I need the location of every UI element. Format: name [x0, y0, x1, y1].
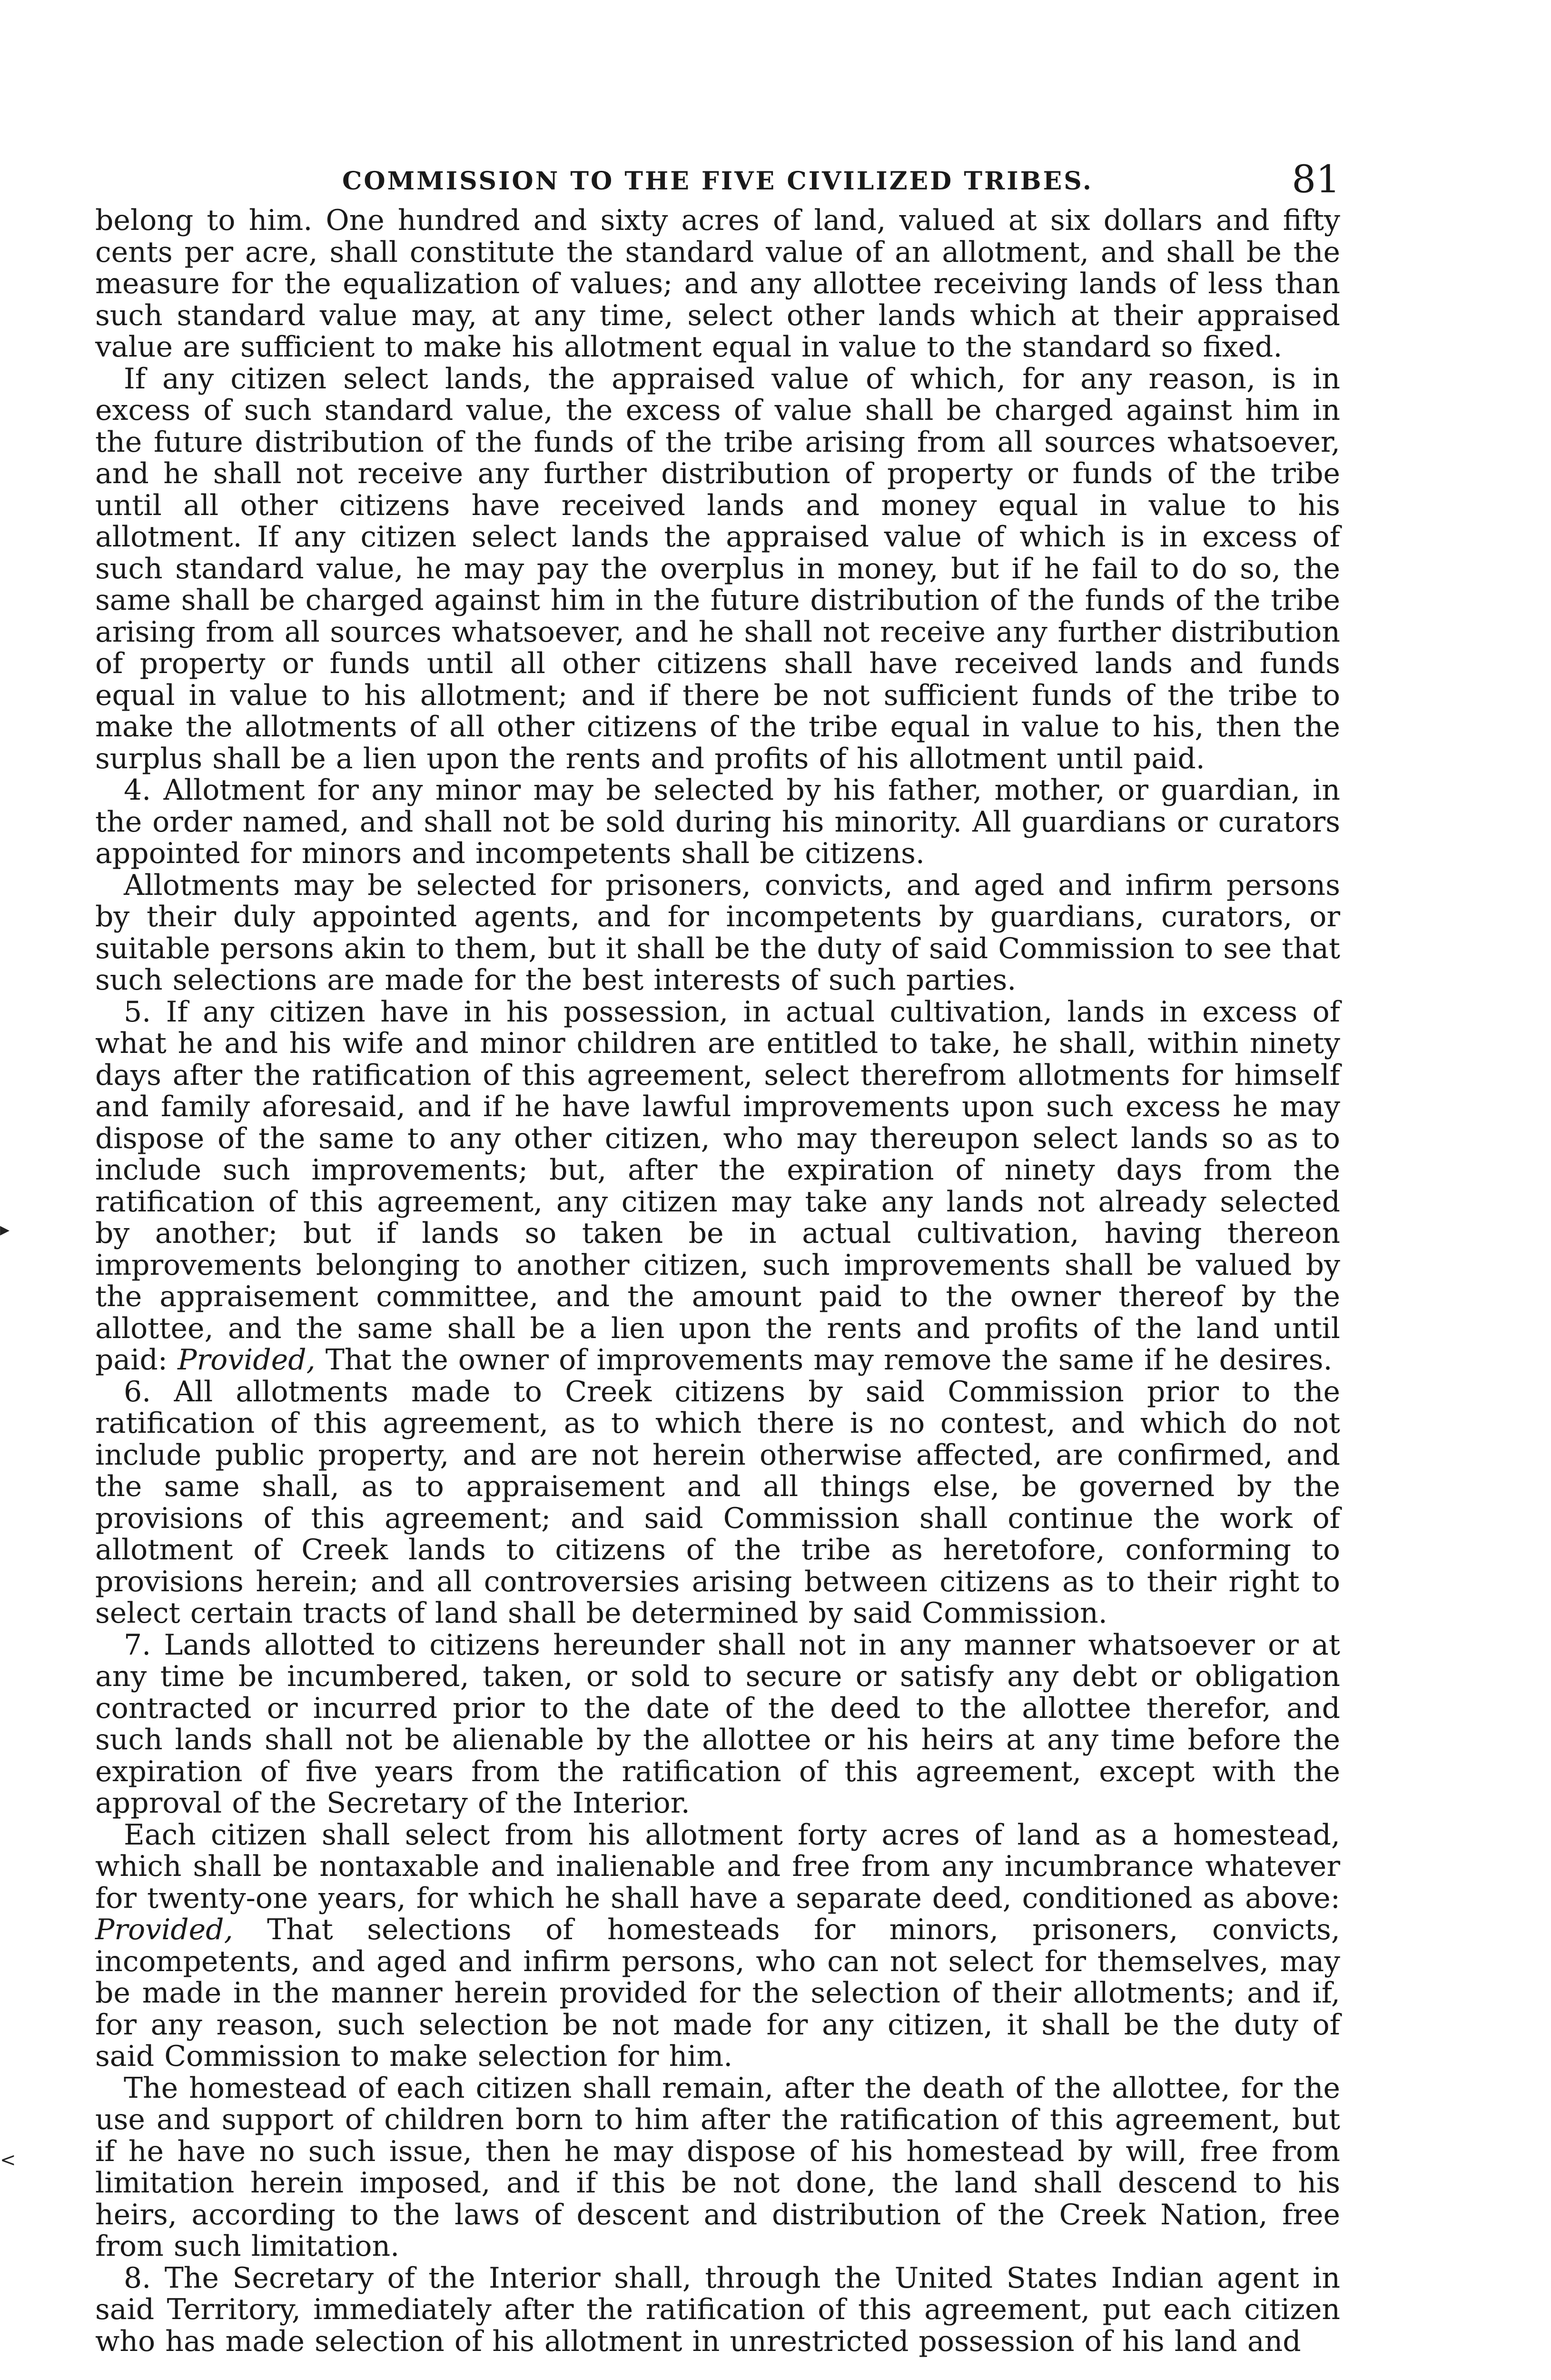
paragraph-1: belong to him. One hundred and sixty acres of land, valued at six dollars and fifty cents per acre, shall constitute the standard value of an allotment, and shall be the measure for the equalization of values; and any allottee receiving lands of less than such standard value may, at any time, select other lands which at their appraised value are sufficient to make his allotment equal in value to the standard so fixed. — [95, 204, 1340, 364]
paragraph-9: The homestead of each citizen shall remain, after the death of the allottee, for the use and support of children born to him after the ratification of this agreement, but if he have no such issue, then he may dispose of his homestead by will, free from limitation herein imposed, and if this be not done, the land shall descend to his heirs, according to the laws of descent and distribution of the Creek Nation, free from such limitation. — [95, 2071, 1340, 2263]
paragraph-6: 6. All allotments made to Creek citizens by said Commission prior to the ratification of this agreement, as to which there is no contest, and which do not include public property, and are not herein otherwise affected, are confirmed, and the same shall, as to appraisement and all things else, be governed by the provisions of this agreement; and said Commission shall continue the work of allotment of Creek lands to citizens of the tribe as heretofore, conforming to provisions herein; and all controversies arising between citizens as to their right to select certain tracts of land shall be determined by said Commission. — [95, 1375, 1340, 1630]
paragraph-7: 7. Lands allotted to citizens hereunder shall not in any manner whatsoever or at any time be incumbered, taken, or sold to secure or satisfy any debt or obligation contracted or incurred prior to the date of the deed to the allottee therefor, and such lands shall not be alienable by the allottee or his heirs at any time before the expiration of five years from the ratification of this agreement, except with the approval of the Secretary of the Interior. — [95, 1628, 1340, 1820]
paragraph-10: 8. The Secretary of the Interior shall, through the United States Indian agent in said Territory, immediately after the ratification of this agreement, put each citizen who has made selection of his allotment in unrestricted possession of his land and — [95, 2261, 1340, 2358]
paragraph-2: If any citizen select lands, the appraised value of which, for any reason, is in excess of such standard value, the excess of value shall be charged against him in the future distribution of the funds of the tribe arising from all sources whatsoever, and he shall not receive any further distribution of property or funds of the tribe until all other citizens have received lands and money equal in value to his allotment. If any citizen select lands the appraised value of which is in excess of such standard value, he may pay the overplus in money, but if he fail to do so, the same shall be charged against him in the future distribution of the funds of the tribe arising from all sources whatsoever, and he shall not receive any further distribution of property or funds until all other citizens shall have received lands and funds equal in value to his allotment; and if there be not sufficient funds of the tribe to make the allotments of all other citizens of the tribe equal in value to his, then the surplus shall be a lien upon the rents and profits of his allotment until paid. — [95, 362, 1340, 775]
paragraph-5: 5. If any citizen have in his possession, in actual cultivation, lands in excess of what he and his wife and minor children are entitled to take, he shall, within ninety days after the ratification of this agreement, select therefrom allotments for himself and family aforesaid, and if he have lawful improvements upon such excess he may dispose of the same to any other citizen, who may thereupon select lands so as to include such improvements; but, after the expiration of ninety days from the ratification of this agreement, any citizen may take any lands not already selected by another; but if lands so taken be in actual cultivation, having thereon improvements belonging to another citizen, such improvements shall be valued by the appraisement committee, and the amount paid to the owner thereof by the allottee, and the same shall be a lien upon the rents and profits of the land until paid: Provided, That the owner of improvements may remove the same if he desires. — [95, 995, 1340, 1377]
running-title: COMMISSION TO THE FIVE CIVILIZED TRIBES. — [342, 167, 1093, 196]
page-number: 81 — [1292, 157, 1340, 201]
paragraph-3: 4. Allotment for any minor may be selected by his father, mother, or guardian, in the order named, and shall not be sold during his minority. All guardians or curators appointed for minors and incompetents shall be citizens. — [95, 774, 1340, 870]
running-head — [95, 157, 1340, 205]
page — [95, 157, 1340, 2357]
margin-mark-left-lower: < — [0, 2149, 16, 2171]
margin-mark-left: ▸ — [0, 1219, 10, 1240]
paragraph-8: Each citizen shall select from his allotment forty acres of land as a homestead, which shall be nontaxable and inalienable and free from any incumbrance whatever for twenty-one years, for which he shall have a separate deed, conditioned as above: Provided, That selections of homesteads for minors, prisoners, convicts, incompetents, and aged and infirm persons, who can not select for themselves, may be made in the manner herein provided for the selection of their allotments; and if, for any reason, such selection be not made for any citizen, it shall be the duty of said Commission to make selection for him. — [95, 1818, 1340, 2073]
body-text — [95, 205, 1340, 2357]
paragraph-4: Allotments may be selected for prisoners, convicts, and aged and infirm persons by their duly appointed agents, and for incompetents by guardians, curators, or suitable persons akin to them, but it shall be the duty of said Commission to see that such selections are made for the best interests of such parties. — [95, 868, 1340, 997]
